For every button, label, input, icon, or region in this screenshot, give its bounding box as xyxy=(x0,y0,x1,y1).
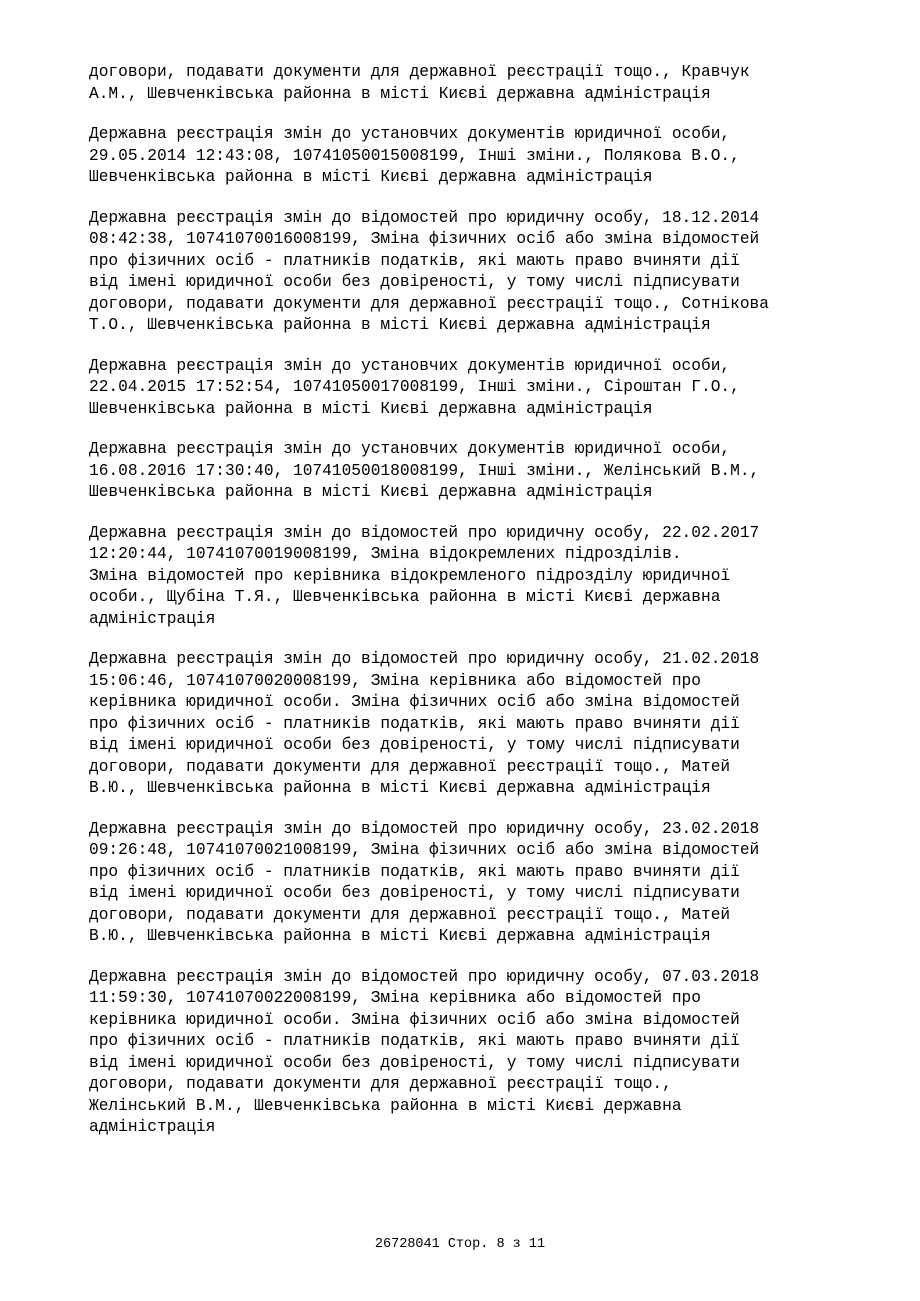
entry-text-line: Шевченківська районна в місті Києві державна адміністрація xyxy=(89,168,653,186)
entry-text-line: 22.04.2015 17:52:54, 10741050017008199, Інші зміни., Сіроштан Г.О., xyxy=(89,378,740,396)
registry-entry xyxy=(89,62,889,105)
entry-text-line: адміністрація xyxy=(89,609,216,628)
entry-text-line: договори, подавати документи для державної реєстрації тощо., Сотнікова xyxy=(89,294,769,313)
entry-text-line: Зміна відомостей про керівника відокремленого підрозділу юридичної xyxy=(89,566,731,585)
entry-text-line: про фізичних осіб - платників податків, які мають право вчиняти дії xyxy=(89,251,740,270)
entry-text-line: від імені юридичної особи без довіреності, у тому числі підписувати xyxy=(89,273,740,291)
registry-entry xyxy=(89,649,889,800)
entry-text-line: керівника юридичної особи. Зміна фізичних осіб або зміна відомостей xyxy=(89,693,740,711)
registry-entry xyxy=(89,523,889,631)
entry-text-line: від імені юридичної особи без довіреності, у тому числі підписувати xyxy=(89,1053,740,1072)
entry-text-line: керівника юридичної особи. Зміна фізичних осіб або зміна відомостей xyxy=(89,1010,740,1029)
registry-entry xyxy=(89,967,889,1139)
entry-text-line: Державна реєстрація змін до відомостей про юридичну особу, 18.12.2014 xyxy=(89,208,760,227)
entry-text-line: договори, подавати документи для державної реєстрації тощо., xyxy=(89,1075,672,1093)
registry-entry xyxy=(89,208,889,337)
entry-text-line: Державна реєстрація змін до відомостей про юридичну особу, 22.02.2017 xyxy=(89,523,760,542)
entry-text-line: 09:26:48, 10741070021008199, Зміна фізичних осіб або зміна відомостей xyxy=(89,841,760,859)
entry-text-line: А.М., Шевченківська районна в місті Києві державна адміністрація xyxy=(89,84,711,103)
entry-text-line: В.Ю., Шевченківська районна в місті Києві державна адміністрація xyxy=(89,927,711,945)
entry-text-line: про фізичних осіб - платників податків, які мають право вчиняти дії xyxy=(89,862,740,881)
registry-entry xyxy=(89,356,889,421)
entry-text-line: 16.08.2016 17:30:40, 10741050018008199, Інші зміни., Желінський В.М., xyxy=(89,461,760,480)
entry-text-line: про фізичних осіб - платників податків, які мають право вчиняти дії xyxy=(89,714,740,733)
entry-text-line: В.Ю., Шевченківська районна в місті Києві державна адміністрація xyxy=(89,779,711,797)
entry-text-line: Державна реєстрація змін до установчих документів юридичної особи, xyxy=(89,356,731,375)
registry-entry xyxy=(89,439,889,504)
entry-text-line: особи., Щубіна Т.Я., Шевченківська районна в місті Києві державна xyxy=(89,588,721,606)
entry-text-line: 12:20:44, 10741070019008199, Зміна відокремлених підрозділів. xyxy=(89,545,682,563)
entry-text-line: договори, подавати документи для державної реєстрації тощо., Матей xyxy=(89,757,731,776)
entry-text-line: Державна реєстрація змін до відомостей про юридичну особу, 21.02.2018 xyxy=(89,650,760,668)
entry-text-line: Державна реєстрація змін до відомостей про юридичну особу, 23.02.2018 xyxy=(89,819,760,838)
entry-text-line: від імені юридичної особи без довіреності, у тому числі підписувати xyxy=(89,736,740,754)
entry-text-line: 11:59:30, 10741070022008199, Зміна керівника або відомостей про xyxy=(89,989,701,1007)
entry-text-line: 29.05.2014 12:43:08, 10741050015008199, Інші зміни., Полякова В.О., xyxy=(89,146,740,165)
entry-text-line: Державна реєстрація змін до установчих документів юридичної особи, xyxy=(89,440,731,458)
entry-text-line: Шевченківська районна в місті Києві державна адміністрація xyxy=(89,399,653,418)
entry-text-line: Державна реєстрація змін до відомостей про юридичну особу, 07.03.2018 xyxy=(89,967,760,986)
entry-text-line: Шевченківська районна в місті Києві державна адміністрація xyxy=(89,483,653,501)
page-footer: 26728041 Стор. 8 з 11 xyxy=(374,1237,546,1252)
entry-text-line: Т.О., Шевченківська районна в місті Києві державна адміністрація xyxy=(89,316,711,334)
entry-text-line: про фізичних осіб - платників податків, які мають право вчиняти дії xyxy=(89,1032,740,1050)
entry-text-line: договори, подавати документи для державної реєстрації тощо., Матей xyxy=(89,905,731,924)
entry-text-line: Желінський В.М., Шевченківська районна в місті Києві державна xyxy=(89,1096,682,1115)
registry-entries-list xyxy=(89,62,889,1158)
entry-text-line: договори, подавати документи для державної реєстрації тощо., Кравчук xyxy=(89,63,750,81)
registry-entry xyxy=(89,819,889,948)
entry-text-line: 08:42:38, 10741070016008199, Зміна фізичних осіб або зміна відомостей xyxy=(89,230,760,248)
entry-text-line: Державна реєстрація змін до установчих документів юридичної особи, xyxy=(89,125,731,143)
entry-text-line: адміністрація xyxy=(89,1118,216,1136)
entry-text-line: 15:06:46, 10741070020008199, Зміна керівника або відомостей про xyxy=(89,671,701,690)
entry-text-line: від імені юридичної особи без довіреності, у тому числі підписувати xyxy=(89,884,740,902)
registry-entry xyxy=(89,124,889,189)
